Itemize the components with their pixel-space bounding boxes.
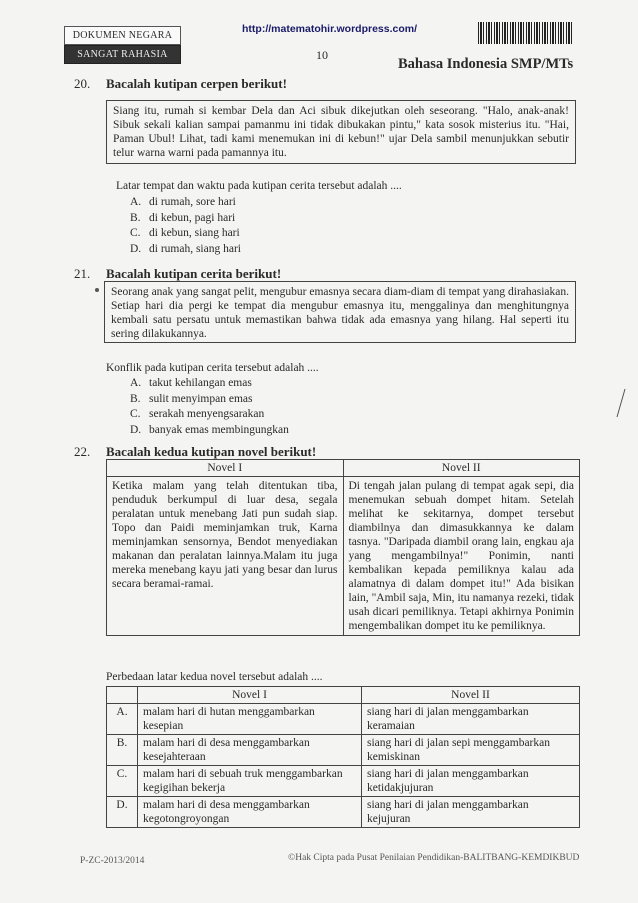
novel-2-excerpt: Di tengah jalan pulang di tempat agak sepi, dia menemukan sebuah dompet hitam. Setelah melihat ke sekitarnya, dompet tersebut diambilnya dan dimasukkannya ke dalam tasnya. "Daripada diambil orang lain, engkau aja yang mengambilnya!" Ponimin, nanti kembalikan kepada pemiliknya kalau ada alamatnya di dalam dompet itu!" Ada bisikan lain, "Ambil saja, Min, itu namanya rezeki, tidak usah dicari pemiliknya. Tetapi akhirnya Ponimin mengembalikan dompet itu ke pemiliknya. [343,477,580,636]
table-header-row [107,460,580,477]
option-letter: D. [130,423,142,436]
column-header-novel-1: Novel I [107,460,344,477]
option-text: di kebun, siang hari [149,227,240,239]
column-header-novel-1: Novel I [138,687,362,704]
column-header-novel-2: Novel II [362,687,580,704]
column-header-novel-2: Novel II [343,460,580,477]
secret-classification-badge: SANGAT RAHASIA [64,45,181,64]
barcode [478,22,573,44]
option-a[interactable] [107,704,580,735]
pencil-mark [616,388,626,418]
document-code: P-ZC-2013/2014 [80,856,145,866]
option-text: serakah menyengsarakan [149,408,265,420]
question-20-stem: Latar tempat dan waktu pada kutipan cerita tersebut adalah .... [116,180,402,192]
option-novel-2-setting: siang hari di jalan sepi menggambarkan kemiskinan [362,735,580,766]
option-text: di rumah, siang hari [149,242,241,255]
option-text: takut kehilangan emas [149,377,252,389]
question-21-stem: Konflik pada kutipan cerita tersebut adalah .... [106,362,319,374]
question-21-number: 21. [74,266,91,281]
option-novel-1-setting: malam hari di desa menggambarkan kesejahteraan [138,735,362,766]
option-novel-1-setting: malam hari di sebuah truk menggambarkan kegigihan bekerja [138,766,362,797]
option-d[interactable] [107,797,580,828]
option-letter: D. [130,242,142,255]
question-20-title: Bacalah kutipan cerpen berikut! [106,76,287,91]
option-novel-2-setting: siang hari di jalan menggambarkan kejujuran [362,797,580,828]
page-number: 10 [316,48,328,62]
novel-1-excerpt: Ketika malam yang telah ditentukan tiba, penduduk berkumpul di luar desa, segala peralatan untuk menebang Jati pun sudah siap. Topo dan Paidi meminjamkan truk, Karna meminjamkan sensornya, Bendot menyediakan makanan dan peralatan lainnya.Malam itu juga mereka menebang kayu jati yang besar dan lurus secara beramai-ramai. [107,477,344,636]
letter-column-header [107,687,138,704]
question-21-options [130,376,289,438]
option-letter: B. [107,735,138,766]
question-20-passage: Siang itu, rumah si kembar Dela dan Aci sibuk dikejutkan oleh seseorang. "Halo, anak-anak! Sibuk sekali kalian sampai pamanmu ini tidak dibukakan pintu," kata sosok misterius itu. "Hai, Paman Ubul! Lihat, tadi kami menemukan ini di kebun!" ujar Dela sambil menunjukkan sebutir telur warna warni pada pamannya itu. [106,100,576,164]
question-21-title: Bacalah kutipan cerita berikut! [106,266,282,281]
question-20-number: 20. [74,76,91,91]
option-a[interactable] [130,195,241,211]
option-letter: B. [130,211,141,224]
option-letter: C. [130,227,141,239]
option-letter: A. [130,196,142,208]
table-row [107,477,580,636]
stray-mark [95,288,99,292]
option-b[interactable] [130,392,289,408]
option-d[interactable] [130,242,241,258]
answer-options-table [106,686,580,828]
copyright-notice: ©Hak Cipta pada Pusat Penilaian Pendidikan-BALITBANG-KEMDIKBUD [288,853,580,863]
option-letter: A. [107,704,138,735]
option-letter: C. [107,766,138,797]
option-letter: B. [130,392,141,405]
option-b[interactable] [107,735,580,766]
option-a[interactable] [130,376,289,392]
option-text: di rumah, sore hari [149,196,236,208]
question-22-number: 22. [74,444,91,459]
option-text: di kebun, pagi hari [149,211,236,224]
option-text: sulit menyimpan emas [149,392,253,405]
option-c[interactable] [107,766,580,797]
option-letter: D. [107,797,138,828]
source-url-link[interactable]: http://matematohir.wordpress.com/ [242,23,418,35]
option-c[interactable] [130,226,241,242]
table-header-row [107,687,580,704]
option-novel-2-setting: siang hari di jalan menggambarkan keramaian [362,704,580,735]
option-novel-2-setting: siang hari di jalan menggambarkan ketidakjujuran [362,766,580,797]
option-novel-1-setting: malam hari di hutan menggambarkan kesepian [138,704,362,735]
option-c[interactable] [130,407,289,423]
novel-excerpts-table [106,459,580,636]
option-d[interactable] [130,423,289,439]
option-letter: A. [130,377,142,389]
question-22-stem: Perbedaan latar kedua novel tersebut adalah .... [106,671,323,683]
option-novel-1-setting: malam hari di desa menggambarkan kegotongroyongan [138,797,362,828]
question-21-passage: Seorang anak yang sangat pelit, mengubur emasnya secara diam-diam di tempat yang dirahasiakan. Setiap hari dia pergi ke tempat dia mengubur emasnya itu, menggalinya dan menghitungnya kembali satu persatu untuk memastikan bahwa tidak ada emasnya yang hilang. Hal seperti itu sering dilakukannya. [104,281,576,343]
question-20-options [130,195,241,257]
question-22-title: Bacalah kedua kutipan novel berikut! [106,444,317,459]
option-b[interactable] [130,211,241,227]
subject-title: Bahasa Indonesia SMP/MTs [398,56,574,72]
option-text: banyak emas membingungkan [149,423,289,436]
option-letter: C. [130,408,141,420]
document-classification-badge: DOKUMEN NEGARA [64,26,181,45]
